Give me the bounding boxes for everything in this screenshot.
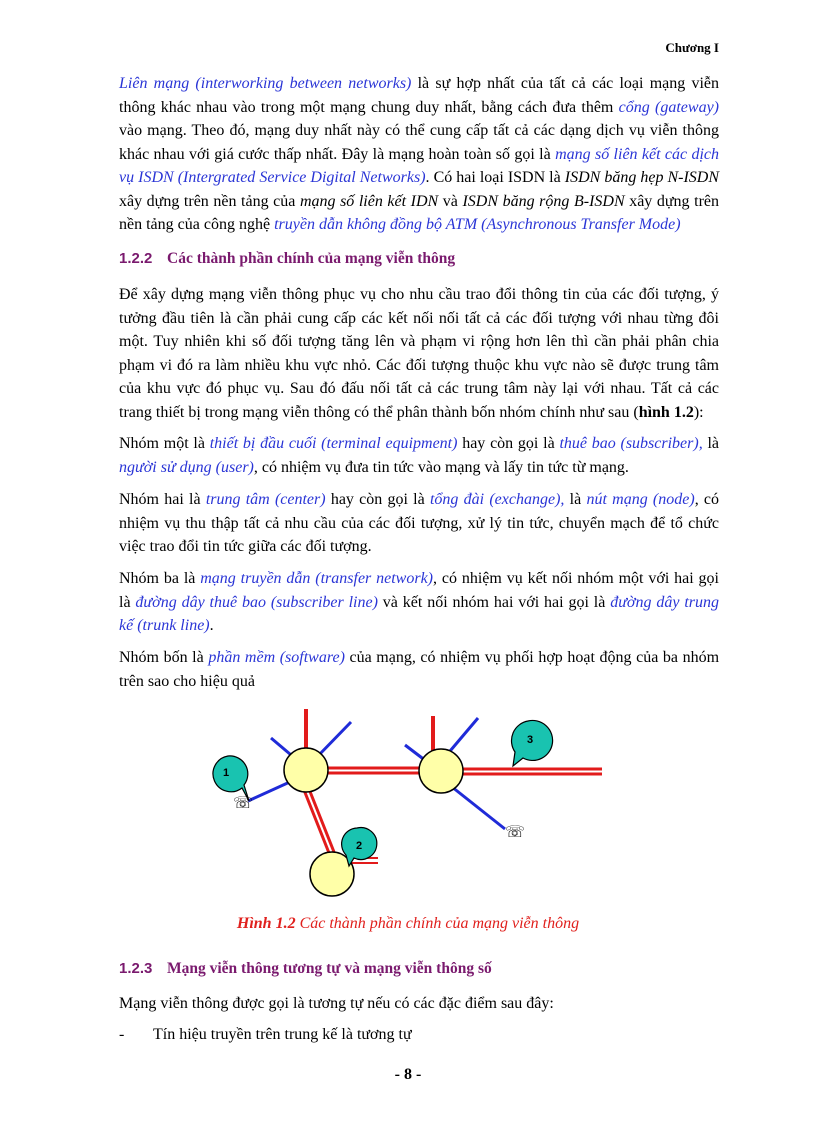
figure-caption <box>0 915 816 933</box>
term-idn: mạng số liên kết IDN <box>299 192 439 210</box>
section-heading-1-2-3 <box>119 960 492 978</box>
list-item-text: Tín hiệu truyền trên trung kế là tương tự <box>153 1026 412 1043</box>
term-n-isdn: ISDN băng hẹp N-ISDN <box>564 169 720 186</box>
trunk-line-to-lower-center <box>304 790 329 853</box>
list-dash: - <box>119 1026 125 1043</box>
term-b-isdn: ISDN băng rộng B-ISDN <box>462 192 625 210</box>
term-transfer-network: mạng truyền dẫn (transfer network) <box>200 570 434 587</box>
callout-label-2: 2 <box>355 840 363 852</box>
page-number: - 8 - <box>394 1066 422 1083</box>
term-gateway: cổng (gateway) <box>618 98 720 116</box>
term-user: người sử dụng (user) <box>119 458 254 476</box>
list-item <box>119 1026 412 1044</box>
figure-caption-label: Hình 1.2 <box>236 915 296 932</box>
paragraph-group-one: Nhóm một là thiết bị đầu cuối (terminal equipment) hay còn gọi là thuê bao (subscriber), là người sử dụng (user), có nhiệm vụ đưa tin tức vào mạng và lấy tin tức từ mạng. <box>119 435 720 476</box>
subscriber-line-to-phone-1 <box>248 781 292 801</box>
callout-2 <box>342 828 377 866</box>
paragraph-interworking: Liên mạng (interworking between networks) là sự hợp nhất của tất cả các loại mạng viễn thông khác nhau vào trong một mạng chung duy nhất, bằng cách đưa thêm cổng (gateway) vào mạng. Theo đó, mạng duy nhất này có thể cung cấp tất cả các dạng dịch vụ viễn thông khác nhau với giá cước thấp nhất. Đây là mạng hoàn toàn số gọi là mạng số liên kết các dịch vụ ISDN (Intergrated Service Digital Networks). Có hai loại ISDN là ISDN băng hẹp N-ISDN xây dựng trên nền tảng của mạng số liên kết IDN và ISDN băng rộng B-ISDN xây dựng trên nền tảng của công nghệ truyền dẫn không đồng bộ ATM (Asynchronous Transfer Mode) <box>119 75 720 233</box>
figure-caption-text: Các thành phần chính của mạng viễn thông <box>295 915 580 932</box>
center-node-right <box>419 749 463 793</box>
center-nodes <box>284 748 463 896</box>
callout-3 <box>511 720 552 766</box>
paragraph-group-four: Nhóm bốn là phần mềm (software) của mạng, có nhiệm vụ phối hợp hoạt động của ba nhóm trên sao cho hiệu quả <box>119 649 720 690</box>
term-subscriber-line: đường dây thuê bao (subscriber line) <box>135 593 378 611</box>
paragraph-analog-network: Mạng viễn thông được gọi là tương tự nếu có các đặc điểm sau đây: <box>119 995 554 1012</box>
section-number: 1.2.3 <box>119 960 153 977</box>
section-title: Các thành phần chính của mạng viễn thông <box>167 250 456 267</box>
callout-label-1: 1 <box>222 767 230 779</box>
term-center: trung tâm (center) <box>205 491 326 508</box>
term-isdn: mạng số liên kết các dịch vụ ISDN (Intergrated Service Digital Networks) <box>119 145 720 186</box>
term-software: phần mềm (software) <box>208 649 345 666</box>
subscriber-line <box>316 722 351 758</box>
term-trunk-line: đường dây trung kế (trunk line) <box>119 593 719 634</box>
trunk-line-to-lower-center-2 <box>309 789 334 852</box>
term-interworking: Liên mạng (interworking between networks) <box>119 75 412 92</box>
section-number: 1.2.2 <box>119 250 153 267</box>
subscriber-line-to-phone-2 <box>447 783 505 829</box>
chapter-header: Chương I <box>665 40 719 55</box>
term-exchange: tổng đài (exchange), <box>429 491 565 508</box>
term-atm: truyền dẫn không đồng bộ ATM (Asynchronous Transfer Mode) <box>274 216 681 233</box>
section-title: Mạng viễn thông tương tự và mạng viễn thông số <box>167 960 492 977</box>
paragraph-components-intro: Để xây dựng mạng viễn thông phục vụ cho nhu cầu trao đổi thông tin của các đối tượng, ý tưởng đầu tiên là cần phải cung cấp các kết nối nối tất cả các đối tượng với nhau từng đôi một. Tuy nhiên khi số đối tượng tăng lên và phạm vi rộng hơn lên thì cần phải phân chia phạm vi đó ra làm nhiều khu vực nhỏ. Các đối tượng thuộc khu vực nào sẽ được trung tâm của khu vực đó phục vụ. Sau đó đấu nối tất cả các trung tâm này lại với nhau. Tất cả các trang thiết bị trong mạng viễn thông có thể phân thành bốn nhóm chính như sau (hình 1.2): <box>119 286 719 421</box>
term-terminal-equipment: thiết bị đầu cuối (terminal equipment) <box>209 435 458 452</box>
paragraph-group-three: Nhóm ba là mạng truyền dẫn (transfer network), có nhiệm vụ kết nối nhóm một với hai gọi là đường dây thuê bao (subscriber line) và kết nối nhóm hai với hai gọi là đường dây trung kế (trunk line). <box>119 570 719 634</box>
telephone-icon: ☏ <box>233 795 254 812</box>
paragraph-group-two: Nhóm hai là trung tâm (center) hay còn gọi là tổng đài (exchange), là nút mạng (node), có nhiệm vụ thu thập tất cả nhu cầu của các đối tượng, xử lý tin tức, chuyển mạch để tổ chức việc trao đổi tin tức giữa các đối tượng. <box>119 491 720 555</box>
telephone-icon: ☏ <box>505 824 526 841</box>
term-node: nút mạng (node) <box>586 491 695 508</box>
callout-label-3: 3 <box>526 734 534 746</box>
figure-reference: hình 1.2 <box>638 403 694 421</box>
center-node-left <box>284 748 328 792</box>
term-subscriber: thuê bao (subscriber), <box>559 435 703 452</box>
